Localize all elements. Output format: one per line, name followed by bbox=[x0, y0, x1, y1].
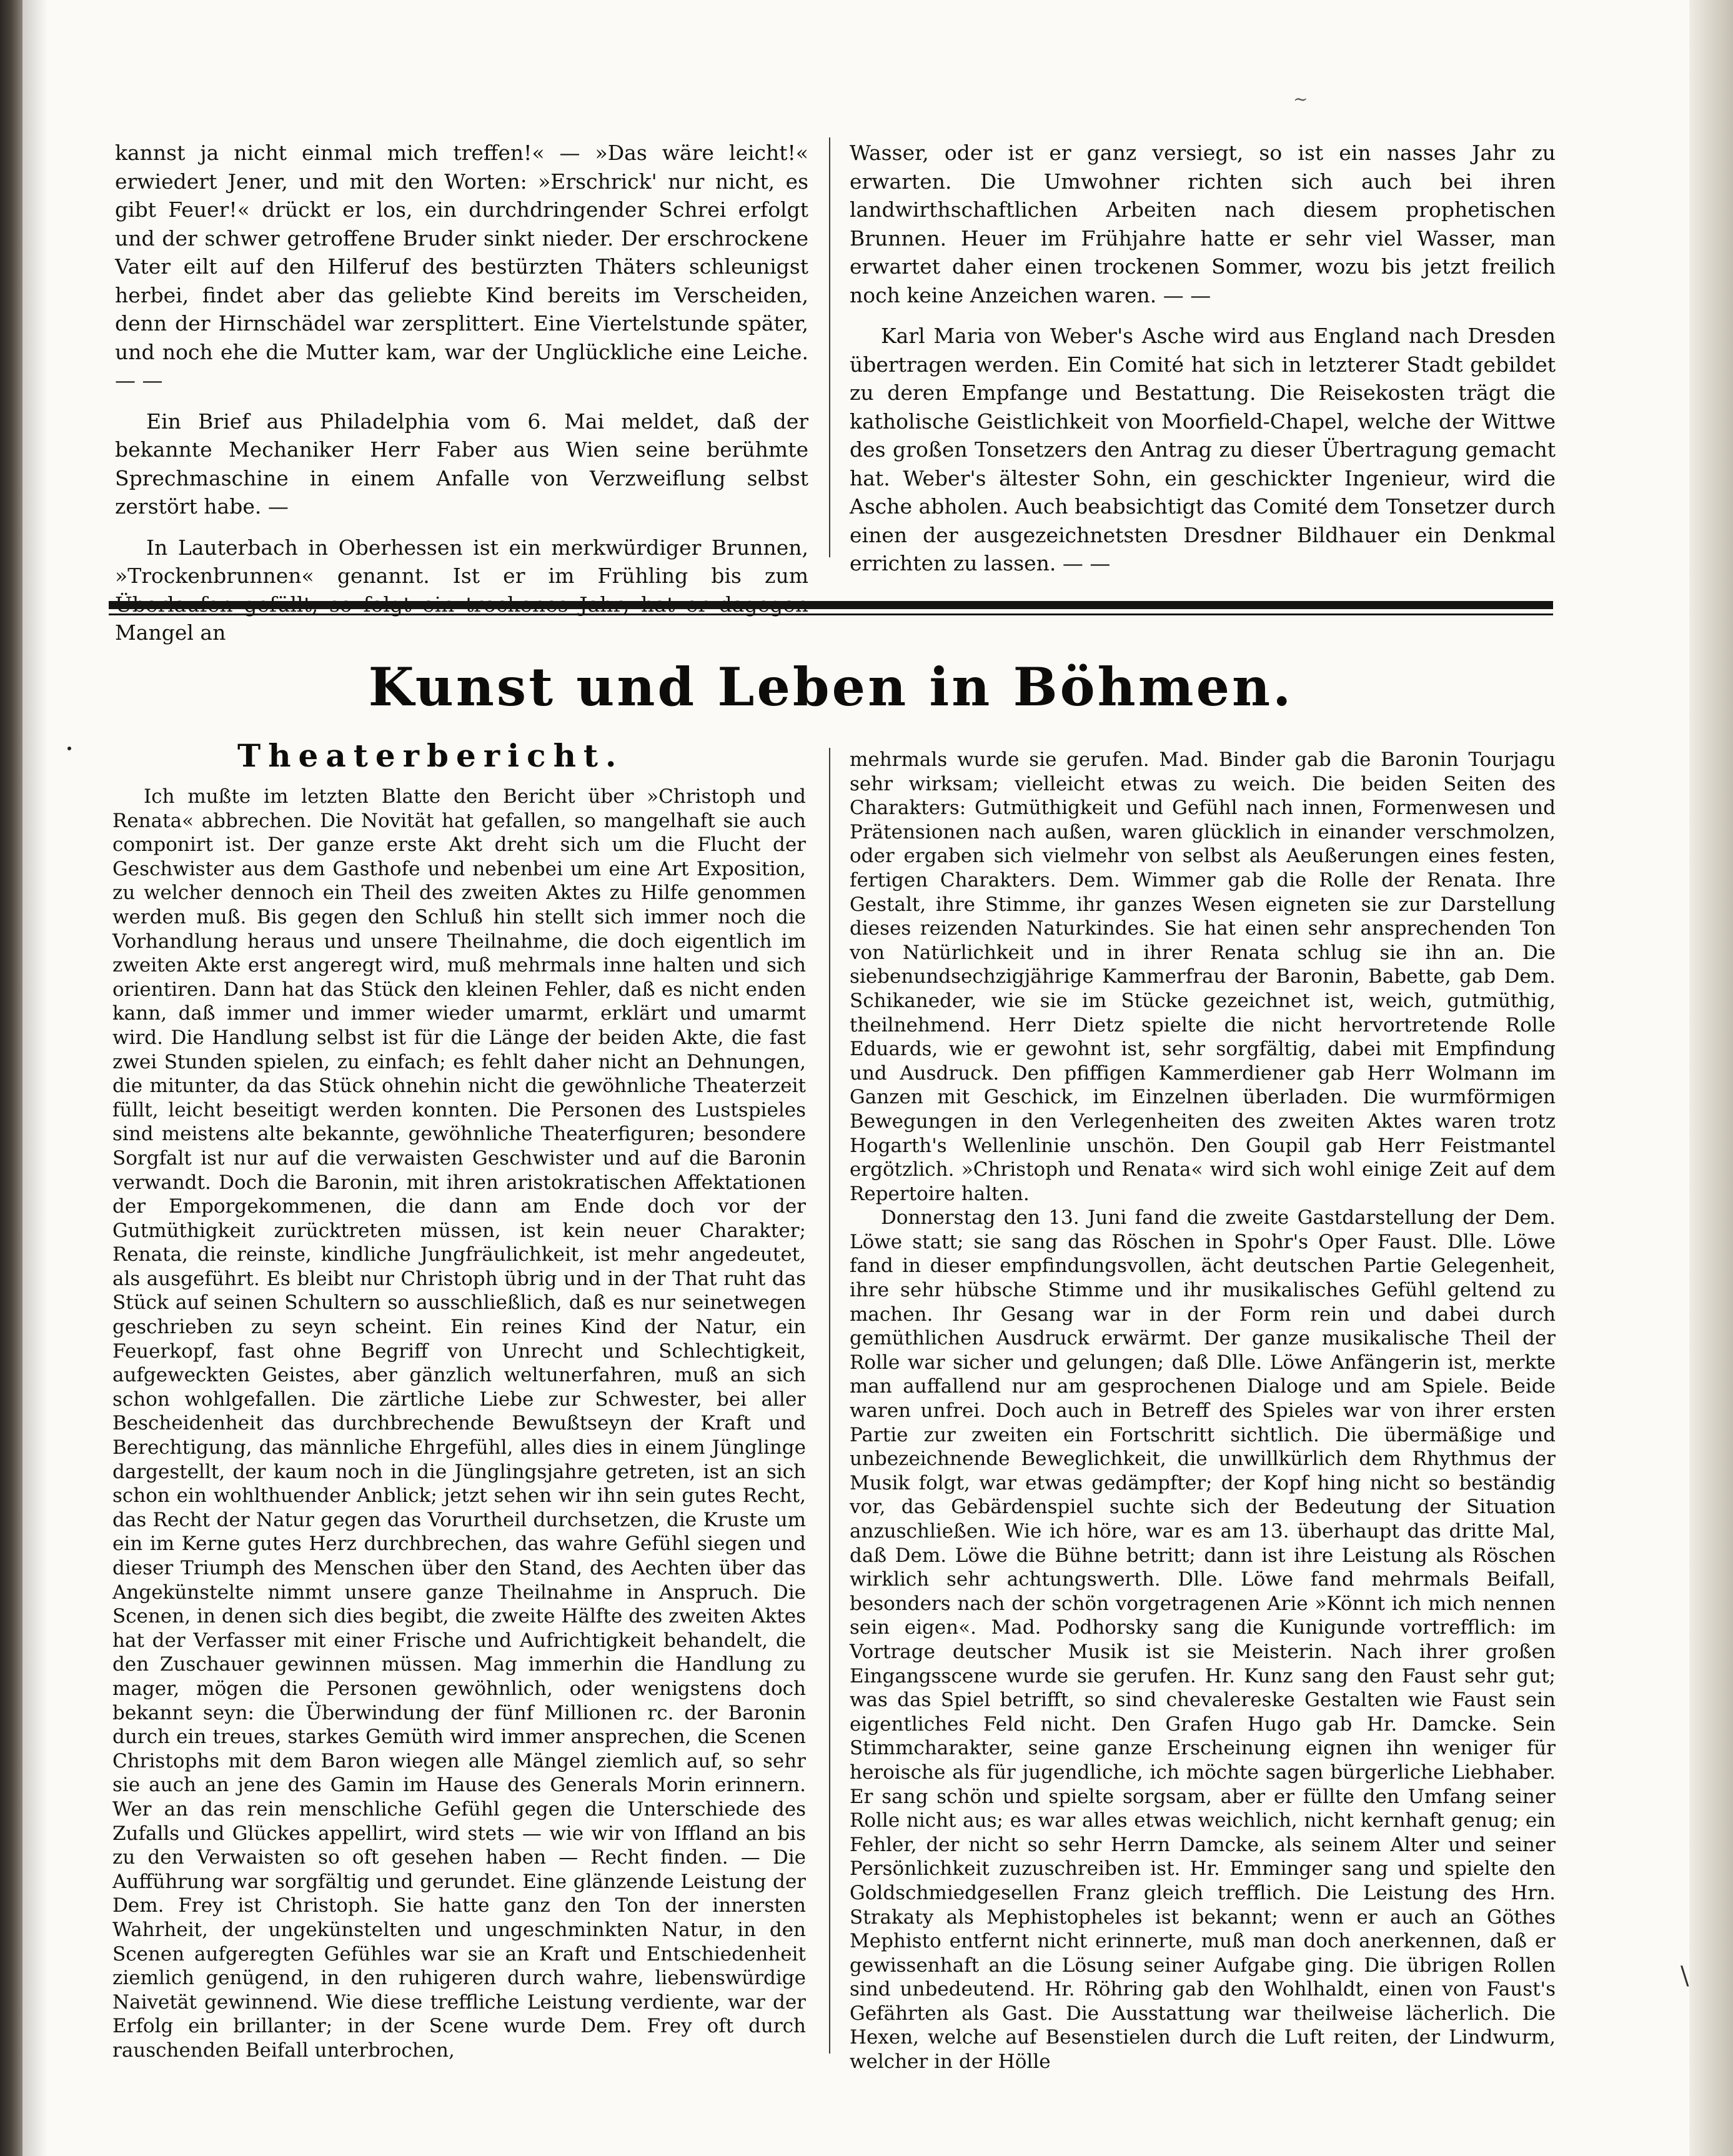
column-divider bbox=[829, 748, 830, 2054]
paragraph: kannst ja nicht einmal mich treffen!« — »Das wäre leicht!« erwiedert Jener, und mit den Worten: »Erschrick' nur nicht, es gibt Feuer!« drückt er los, ein durchdringender Schrei erfolgt und der schwer getroffene Bruder sinkt nieder. Der erschrockene Vater eilt auf den Hilferuf des bestürzten Thäters schleunigst herbei, findet aber das geliebte Kind bereits im Verscheiden, denn der Hirnschädel war zersplittert. Eine Viertelstunde später, und noch ehe die Mutter kam, war der Unglückliche eine Leiche. — — bbox=[115, 141, 808, 392]
report-right-column bbox=[850, 748, 1556, 2074]
paragraph: Ein Brief aus Philadelphia vom 6. Mai meldet, daß der bekannte Mechaniker Herr Faber aus Wien seine berühmte Sprechmaschine in einem Anfalle von Verzweiflung selbst zerstört habe. — bbox=[115, 409, 808, 519]
column-divider bbox=[829, 137, 830, 557]
ink-dot bbox=[67, 747, 71, 750]
paragraph: mehrmals wurde sie gerufen. Mad. Binder gab die Baronin Tourjagu sehr wirksam; vielleicht etwas zu weich. Die beiden Seiten des Charakters: Gutmüthigkeit und Gefühl nach innen, Formenwesen und Prätensionen nach außen, waren glücklich in einander verschmolzen, oder ergaben sich vielmehr von selbst als Aeußerungen eines festen, fertigen Charakters. Dem. Wimmer gab die Rolle der Renata. Ihre Gestalt, ihre Stimme, ihr ganzes Wesen eigneten sie zur Darstellung dieses reizenden Naturkindes. Sie hat einen sehr ansprechenden Ton von Natürlichkeit und in ihrer Renata schlug sie ihn an. Die siebenundsechzigjährige Kammerfrau der Baronin, Babette, gab Dem. Schikaneder, wie sie im Stücke gezeichnet ist, weich, gutmüthig, theilnehmend. Herr Dietz spielte die nicht hervortretende Rolle Eduards, wie er gewohnt ist, sehr sorgfältig, dabei mit Empfindung und Ausdruck. Den pfiffigen Kammerdiener gab Herr Wolmann im Ganzen mit Geschick, im Einzelnen überladen. Die wurmförmigen Bewegungen in den Verlegenheiten des zweiten Aktes waren trotz Hogarth's Wellenlinie unschön. Den Goupil gab Herr Feistmantel ergötzlich. »Christoph und Renata« wird sich wohl einige Zeit auf dem Repertoire halten. bbox=[850, 748, 1556, 1205]
section-title: Kunst und Leben in Böhmen. bbox=[368, 656, 1294, 718]
ink-speck: ~ bbox=[1293, 89, 1308, 109]
section-divider-thick bbox=[109, 601, 1553, 609]
binding-shadow bbox=[22, 0, 47, 2156]
section-divider-thin bbox=[109, 614, 1553, 615]
paragraph: Ich mußte im letzten Blatte den Bericht über »Christoph und Renata« abbrechen. Die Novität hat gefallen, so mangelhaft sie auch componirt ist. Der ganze erste Akt dreht sich um die Flucht der Geschwister aus dem Gasthofe und nebenbei um eine Art Exposition, zu welcher dennoch ein Theil des zweiten Aktes zu Hilfe genommen werden muß. Bis gegen den Schluß hin stellt sich immer noch die Vorhandlung heraus und unsere Theilnahme, die doch eigentlich im zweiten Akte erst angeregt wird, muß mehrmals inne halten und sich orientiren. Dann hat das Stück den kleinen Fehler, daß es nicht enden kann, daß immer und immer wieder umarmt, erklärt und umarmt wird. Die Handlung selbst ist für die Länge der beiden Akte, die fast zwei Stunden spielen, zu einfach; es fehlt daher nicht an Dehnungen, die mitunter, da das Stück ohnehin nicht die gewöhnliche Theaterzeit füllt, leicht beseitigt werden konnten. Die Personen des Lustspieles sind meistens alte bekannte, gewöhnliche Theaterfiguren; besondere Sorgfalt ist nur auf die verwaisten Geschwister und auf die Baronin verwandt. Doch die Baronin, mit ihren aristokratischen Affektationen der Emporgekommenen, die dann am Ende doch vor der Gutmüthigkeit zurücktreten müssen, ist kein neuer Charakter; Renata, die reinste, kindliche Jungfräulichkeit, ist mehr angedeutet, als ausgeführt. Es bleibt nur Christoph übrig und in der That ruht das Stück auf seinen Schultern so ausschließlich, daß es nur seinetwegen geschrieben zu seyn scheint. Ein reines Kind der Natur, ein Feuerkopf, fast ohne Begriff von Unrecht und Schlechtigkeit, aufgeweckten Geistes, aber gänzlich weltunerfahren, muß an sich schon wohlgefallen. Die zärtliche Liebe zur Schwester, bei aller Bescheidenheit das durchbrechende Bewußtseyn der Kraft und Berechtigung, das männliche Ehrgefühl, alles dies in einem Jünglinge dargestellt, der kaum noch in die Jünglingsjahre getreten, ist an sich schon ein wohlthuender Anblick; jetzt sehen wir ihn sein gutes Recht, das Recht der Natur gegen das Vorurtheil durchsetzen, die Kruste um ein im Kerne gutes Herz durchbrechen, das wahre Gefühl siegen und dieser Triumph des Menschen über den Stand, des Aechten über das Angekünstelte nimmt unsere ganze Theilnahme in Anspruch. Die Scenen, in denen sich dies begibt, die zweite Hälfte des zweiten Aktes hat der Verfasser mit einer Frische und Aufrichtigkeit behandelt, die den Zuschauer gewinnen müssen. Mag immerhin die Handlung zu mager, mögen die Personen gewöhnlich, oder wenigstens doch bekannt seyn: die Überwindung der fünf Millionen rc. der Baronin durch ein treues, starkes Gemüth wird immer ansprechen, die Scenen Christophs mit dem Baron wiegen alle Mängel ziemlich auf, so sehr sie auch an jene des Gamin im Hause des Generals Morin erinnern. Wer an das rein menschliche Gefühl gegen die Unterschiede des Zufalls und Glückes appellirt, wird stets — wie wir von Iffland an bis zu den Verwaisten so oft gesehen haben — Recht finden. — Die Aufführung war sorgfältig und gerundet. Eine glänzende Leistung der Dem. Frey ist Christoph. Sie hatte ganz den Ton der innersten Wahrheit, der ungekünstelten und ungeschminkten Natur, in den Scenen aufgeregten Gefühles war sie an Kraft und Entschiedenheit ziemlich genügend, in den ruhigeren durch wahre, liebenswürdige Naivetät gewinnend. Wie diese treffliche Leistung verdiente, war der Erfolg ein brillanter; in der Scene wurde Dem. Frey oft durch rauschenden Beifall unterbrochen, bbox=[112, 785, 806, 2062]
paragraph: Wasser, oder ist er ganz versiegt, so ist ein nasses Jahr zu erwarten. Die Umwohner richten sich auch bei ihren landwirthschaftlichen Arbeiten nach diesem prophetischen Brunnen. Heuer im Frühjahre hatte er sehr viel Wasser, man erwartet daher einen trockenen Sommer, wozu bis jetzt freilich noch keine Anzeichen waren. — — bbox=[850, 141, 1556, 307]
paragraph: Donnerstag den 13. Juni fand die zweite Gastdarstellung der Dem. Löwe statt; sie sang das Röschen in Spohr's Oper Faust. Dlle. Löwe fand in dieser empfindungsvollen, ächt deutschen Partie Gelegenheit, ihre sehr hübsche Stimme und ihr musikalisches Gefühl geltend zu machen. Ihr Gesang war in der Form rein und dabei durch gemüthlichen Ausdruck erwärmt. Der ganze musikalische Theil der Rolle war sicher und gelungen; daß Dlle. Löwe Anfängerin ist, merkte man auffallend nur am gesprochenen Dialoge und am Spiele. Beide waren unfrei. Doch auch in Betreff des Spieles war von ihrer ersten Partie zur zweiten ein Fortschritt sichtlich. Die übermäßige und unbezeichnende Beweglichkeit, die unwillkürlich dem Rhythmus der Musik folgt, war etwas gedämpfter; der Kopf hing nicht so beständig vor, das Gebärdenspiel suchte sich der Bedeutung der Situation anzuschließen. Wie ich höre, war es am 13. überhaupt das dritte Mal, daß Dem. Löwe die Bühne betritt; dann ist ihre Leistung als Röschen wirklich sehr achtungswerth. Dlle. Löwe fand mehrmals Beifall, besonders nach der schön vorgetragenen Arie »Könnt ich mich nennen sein eigen«. Mad. Podhorsky sang die Kunigunde vortrefflich: im Vortrage deutscher Musik ist sie Meisterin. Nach ihrer großen Eingangsscene wurde sie gerufen. Hr. Kunz sang den Faust sehr gut; was das Spiel betrifft, so sind chevalereske Gestalten wie Faust sein eigentliches Feld nicht. Den Grafen Hugo gab Hr. Damcke. Sein Stimmcharakter, seine ganze Erscheinung eignen ihn weniger für heroische als für jugendliche, ich möchte sagen bürgerliche Liebhaber. Er sang schön und spielte sorgsam, aber er füllte den Umfang seiner Rolle nicht aus; es war alles etwas weichlich, nicht kernhaft genug; ein Fehler, der nicht so sehr Herrn Damcke, als seinem Alter und seiner Persönlichkeit zuzuschreiben ist. Hr. Emminger sang und spielte den Goldschmiedgesellen Franz gleich trefflich. Die Leistung des Hrn. Strakaty als Mephistopheles ist bekannt; wenn er auch an Göthes Mephisto entfernt nicht erinnerte, muß man doch anerkennen, daß er gewissenhaft an die Lösung seiner Aufgabe ging. Die übrigen Rollen sind unbedeutend. Hr. Röhring gab den Wohlhaldt, einen von Faust's Gefährten als Gast. Die Ausstattung war theilweise lächerlich. Die Hexen, welche auf Besenstielen durch die Luft reiten, der Lindwurm, welcher in der Hölle bbox=[850, 1206, 1556, 2074]
margin-mark: \ bbox=[1681, 1962, 1689, 1990]
paragraph: In Lauterbach in Oberhessen ist ein merkwürdiger Brunnen, »Trockenbrunnen« genannt. Ist er im Frühling bis zum Mangel an bbox=[115, 535, 808, 645]
page-right-edge bbox=[1689, 0, 1733, 2156]
top-right-column bbox=[850, 139, 1556, 578]
report-left-column bbox=[112, 785, 806, 2062]
top-left-column bbox=[115, 139, 808, 647]
page-binding-edge bbox=[0, 0, 22, 2156]
section-subtitle: Theaterbericht. bbox=[237, 737, 624, 774]
paragraph: Karl Maria von Weber's Asche wird aus England nach Dresden übertragen werden. Ein Comité hat sich in letzterer Stadt gebildet zu deren Empfange und Bestattung. Die Reisekosten trägt die katholische Geistlichkeit von Moorfield-Chapel, welche der Wittwe des großen Tonsetzers den Antrag zu dieser Übertragung gemacht hat. Weber's ältester Sohn, ein geschickter Ingenieur, wird die Asche abholen. Auch beabsichtigt das Comité dem Tonsetzer durch einen der ausgezeichnetsten Dresdner Bildhauer ein Denkmal errichten zu lassen. — — bbox=[850, 324, 1556, 575]
